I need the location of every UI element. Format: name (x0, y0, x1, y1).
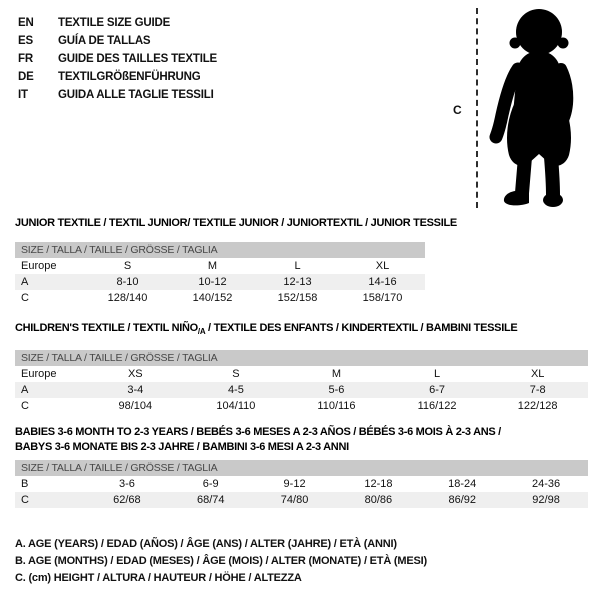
junior-table-title: JUNIOR TEXTILE / TEXTIL JUNIOR/ TEXTILE JUNIOR / JUNIORTEXTIL / JUNIOR TESSILE (15, 217, 457, 229)
legend-footnotes (15, 536, 427, 587)
height-cell: 80/86 (364, 494, 393, 506)
lang-code: IT (18, 89, 28, 101)
height-cell: 86/92 (448, 494, 476, 506)
height-cell: 92/98 (532, 494, 560, 506)
height-cell: 122/128 (517, 400, 558, 413)
table-row (15, 366, 588, 382)
lang-label: TEXTILGRÖßENFÜHRUNG (58, 71, 201, 83)
height-dashed-line (476, 8, 478, 208)
size-cell: S (232, 368, 240, 381)
height-measure-figure (440, 0, 600, 215)
age-cell: 12-18 (364, 478, 393, 490)
age-cell: 14-16 (368, 276, 397, 288)
babies-table-title-line1: BABIES 3-6 MONTH TO 2-3 YEARS / BEBÉS 3-6 MESES A 2-3 AÑOS / BÉBÉS 3-6 MOIS À 2-3 ANS / (15, 426, 501, 438)
age-cell: 4-5 (227, 384, 244, 397)
age-cell: 7-8 (529, 384, 546, 397)
measure-label-c: C (453, 103, 462, 117)
age-cell: 12-13 (283, 276, 312, 288)
height-cell: 62/68 (113, 494, 141, 506)
table-row (15, 290, 425, 306)
lang-code: EN (18, 17, 34, 29)
row-label: Europe (21, 260, 57, 272)
children-table-title (15, 321, 588, 339)
footnote-a: A. AGE (YEARS) / EDAD (AÑOS) / ÂGE (ANS) / ALTER (JAHRE) / ETÀ (ANNI) (15, 538, 397, 550)
age-cell: 6-7 (429, 384, 446, 397)
height-cell: 110/116 (317, 400, 356, 413)
lang-code: DE (18, 71, 34, 83)
table-row (15, 382, 588, 398)
title-part: CHILDREN'S TEXTILE / TEXTIL NIÑO (15, 322, 198, 334)
height-cell: 158/170 (362, 292, 403, 304)
junior-textile-section (15, 216, 457, 306)
lang-label: GUÍA DE TALLAS (58, 35, 151, 47)
babies-textile-section (15, 425, 588, 508)
children-textile-section (15, 321, 588, 414)
size-cell: M (207, 260, 218, 272)
age-cell: 5-6 (328, 384, 345, 397)
lang-row-es (18, 32, 217, 50)
height-cell: 104/110 (216, 400, 256, 413)
age-cell: 24-36 (531, 478, 561, 490)
size-cell: XL (530, 368, 545, 381)
age-cell: 3-4 (127, 384, 144, 397)
height-cell: 116/122 (417, 400, 457, 413)
size-cell: L (434, 368, 441, 381)
lang-row-fr (18, 50, 217, 68)
lang-label: GUIDA ALLE TAGLIE TESSILI (58, 89, 214, 101)
size-cell: XL (375, 260, 390, 272)
lang-label: TEXTILE SIZE GUIDE (58, 17, 171, 29)
lang-row-it (18, 86, 217, 104)
footnote-c: C. (cm) HEIGHT / ALTURA / HAUTEUR / HÖHE / ALTEZZA (15, 572, 302, 584)
height-cell: 98/104 (118, 400, 153, 413)
table-row (15, 274, 425, 290)
lang-code: FR (18, 53, 33, 65)
age-cell: 6-9 (202, 478, 219, 490)
lang-row-de (18, 68, 217, 86)
lang-code: ES (18, 35, 33, 47)
size-header-row: SIZE / TALLA / TAILLE / GRÖSSE / TAGLIA (15, 242, 425, 258)
size-cell: S (123, 260, 132, 272)
size-header-row: SIZE / TALLA / TAILLE / GRÖSSE / TAGLIA (15, 350, 588, 366)
lang-row-en (18, 14, 217, 32)
footnote-b: B. AGE (MONTHS) / EDAD (MESES) / ÂGE (MOIS) / ALTER (MONATE) / ETÀ (MESI) (15, 555, 427, 567)
height-cell: 140/152 (192, 292, 233, 304)
height-cell: 74/80 (280, 494, 309, 506)
row-label: A (21, 276, 29, 288)
row-label: Europe (21, 368, 57, 381)
row-label: C (21, 400, 29, 413)
table-row (15, 398, 588, 414)
title-subscript: /A (197, 327, 206, 337)
lang-label: GUIDE DES TAILLES TEXTILE (58, 53, 217, 65)
title-part: / TEXTILE DES ENFANTS / KINDERTEXTIL / BAMBINI TESSILE (205, 322, 518, 334)
row-label: B (21, 478, 29, 490)
age-cell: 3-6 (118, 478, 135, 490)
age-cell: 18-24 (448, 478, 477, 490)
size-cell: XS (127, 368, 143, 381)
table-row (15, 492, 588, 508)
row-label: C (21, 292, 29, 304)
table-row (15, 258, 425, 274)
age-cell: 10-12 (198, 276, 227, 288)
row-label: C (21, 494, 29, 506)
height-cell: 68/74 (196, 494, 225, 506)
size-cell: M (331, 368, 342, 381)
babies-table-title-line2: BABYS 3-6 MONATE BIS 2-3 JAHRE / BAMBINI 3-6 MESI A 2-3 ANNI (15, 441, 349, 453)
age-cell: 8-10 (116, 276, 139, 288)
row-label: A (21, 384, 29, 397)
baby-silhouette-icon (487, 7, 587, 207)
size-cell: L (294, 260, 301, 272)
table-row (15, 476, 588, 492)
size-header-row: SIZE / TALLA / TAILLE / GRÖSSE / TAGLIA (15, 460, 588, 476)
language-list (18, 14, 217, 104)
age-cell: 9-12 (283, 478, 306, 490)
height-cell: 152/158 (277, 292, 318, 304)
height-cell: 128/140 (107, 292, 148, 304)
